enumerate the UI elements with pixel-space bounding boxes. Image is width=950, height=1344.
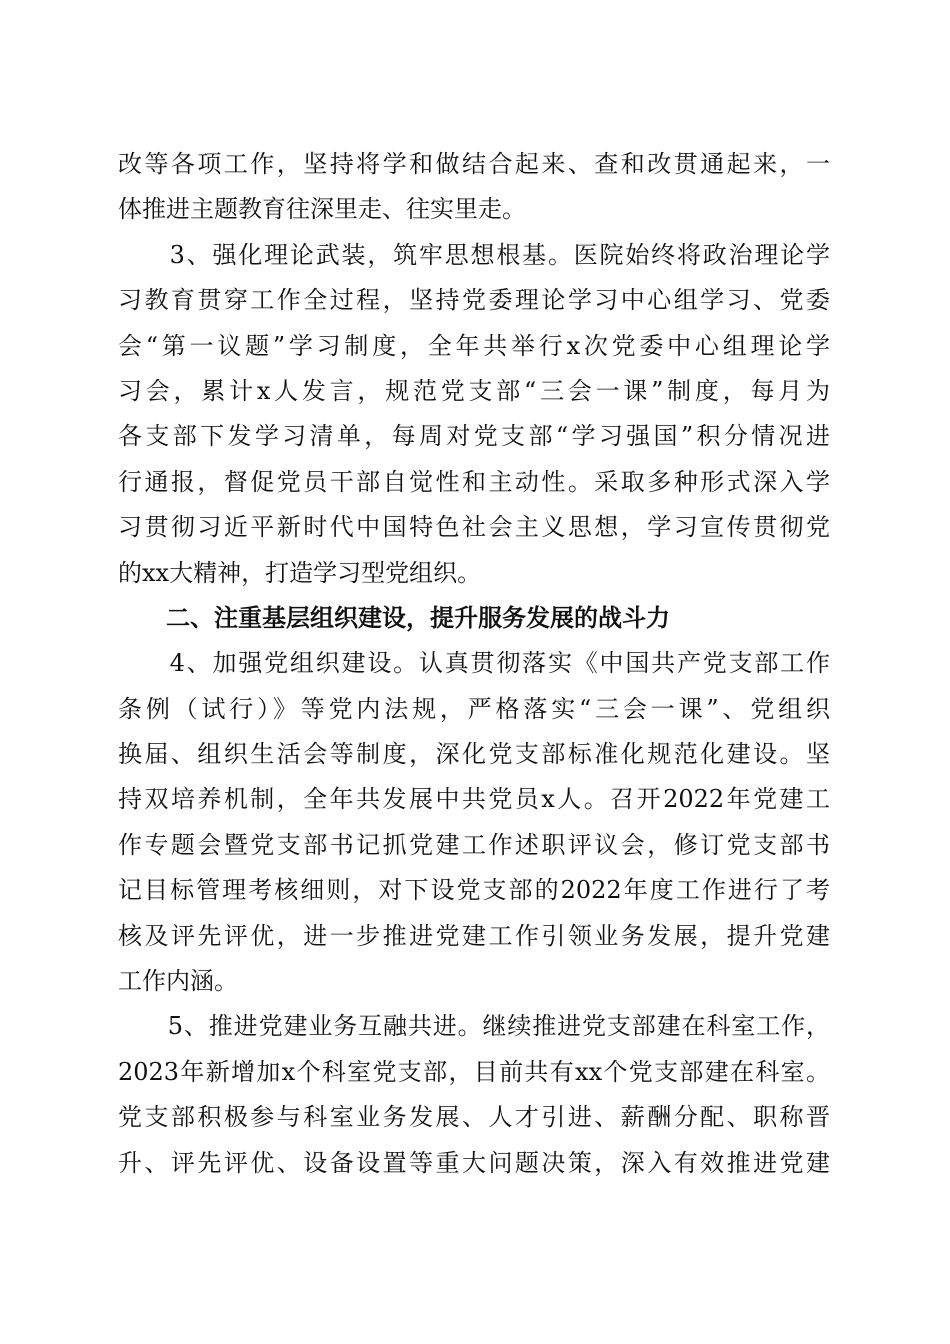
- paragraph-p5: [118, 1004, 830, 1186]
- text-line: 5、推进党建业务互融共进。继续推进党支部建在科室工作，: [118, 1012, 830, 1041]
- text-line: 作专题会暨党支部书记抓党建工作述职评议会，修订党支部书: [118, 830, 830, 859]
- text-line: 体推进主题教育往深里走、往实里走。: [118, 195, 526, 224]
- paragraph-p2: [118, 233, 830, 596]
- text-line: 各支部下发学习清单，每周对党支部“学习强国”积分情况进: [118, 422, 830, 451]
- section-heading: [118, 596, 830, 641]
- text-line: 3、强化理论武装，筑牢思想根基。医院始终将政治理论学: [118, 240, 830, 269]
- text-line: 习教育贯穿工作全过程，坚持党委理论学习中心组学习、党委: [118, 286, 830, 315]
- text-line: 核及评先评优，进一步推进党建工作引领业务发展，提升党建: [118, 921, 830, 950]
- text-line: 4、加强党组织建设。认真贯彻落实《中国共产党支部工作: [118, 649, 830, 678]
- text-line: 条例（试行）》等党内法规，严格落实“三会一课”、党组织: [118, 694, 830, 723]
- text-line: 行通报，督促党员干部自觉性和主动性。采取多种形式深入学: [118, 467, 830, 496]
- paragraph-p4: [118, 641, 830, 1004]
- text-line: 习会，累计x人发言，规范党支部“三会一课”制度，每月为: [118, 376, 830, 405]
- text-line: 工作内涵。: [118, 967, 238, 996]
- text-line: 持双培养机制，全年共发展中共党员x人。召开2022年党建工: [118, 785, 830, 814]
- text-line: 会“第一议题”学习制度，全年共举行x次党委中心组理论学: [118, 331, 830, 360]
- text-line: 改等各项工作，坚持将学和做结合起来、查和改贯通起来，一: [118, 150, 830, 178]
- text-line: 党支部积极参与科室业务发展、人才引进、薪酬分配、职称晋: [118, 1103, 830, 1132]
- text-line: 换届、组织生活会等制度，深化党支部标准化规范化建设。坚: [118, 740, 830, 769]
- text-line: 记目标管理考核细则，对下设党支部的2022年度工作进行了考: [118, 876, 830, 905]
- text-line: 升、评先评优、设备设置等重大问题决策，深入有效推进党建: [118, 1148, 830, 1177]
- document-body: [118, 142, 830, 1186]
- paragraph-p1: [118, 142, 830, 233]
- heading-text: 二、注重基层组织建设，提升服务发展的战斗力: [118, 603, 670, 632]
- text-line: 的xx大精神，打造学习型党组织。: [118, 558, 482, 587]
- text-line: 2023年新增加x个科室党支部，目前共有xx个党支部建在科室。: [118, 1057, 830, 1086]
- text-line: 习贯彻习近平新时代中国特色社会主义思想，学习宣传贯彻党: [118, 513, 830, 542]
